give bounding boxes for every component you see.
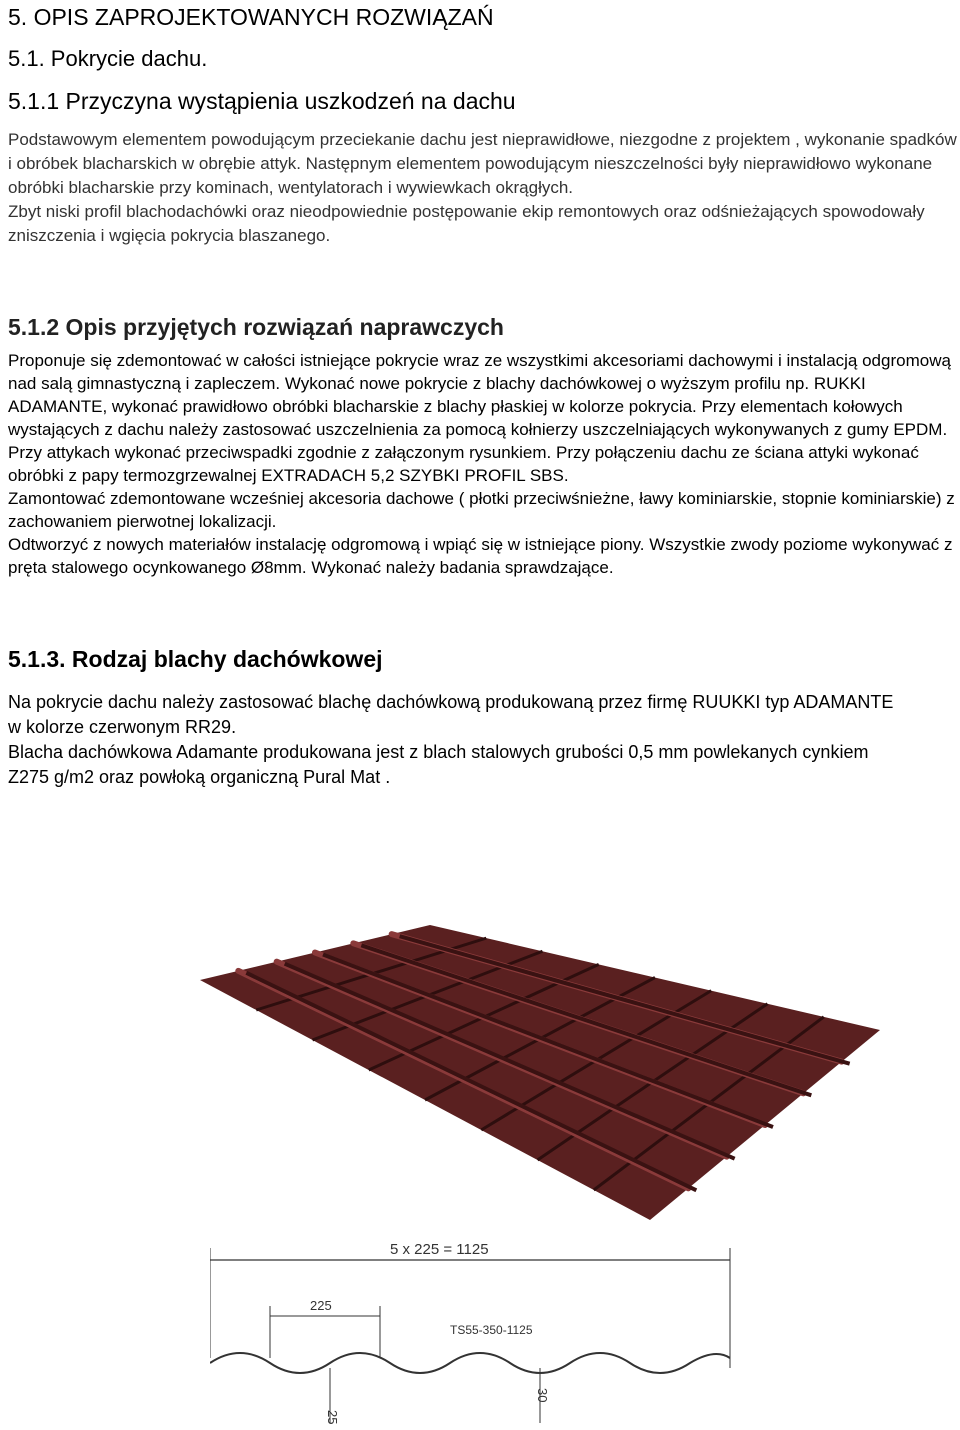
paragraph: Zbyt niski profil blachodachówki oraz nieodpowiednie postępowanie ekip remontowych oraz odśnieżających spowodowały zniszczenia i wgięcia pokrycia blaszanego.	[8, 202, 925, 245]
total-dimension-label: 5 x 225 = 1125	[390, 1241, 489, 1258]
profile-drawing	[210, 1238, 770, 1428]
height-dimension-label: 25	[325, 1410, 340, 1425]
section-heading-5-1-1: 5.1.1 Przyczyna wystąpienia uszkodzeń na dachu	[8, 88, 516, 114]
section-heading-5: 5. OPIS ZAPROJEKTOWANYCH ROZWIĄZAŃ	[8, 4, 494, 30]
paragraph: Odtworzyć z nowych materiałów instalację odgromową i wpiąć się w istniejące piony. Wszystkie zwody poziome wykonywać z pręta stalowego ocynkowanego Ø8mm. Wykonać należy badania sprawdzające.	[8, 535, 953, 577]
paragraph: Blacha dachówkowa Adamante produkowana jest z blach stalowych grubości 0,5 mm powlekanych cynkiem Z275 g/m2 oraz powłoką organiczną Pural Mat .	[8, 742, 869, 787]
paragraph: Na pokrycie dachu należy zastosować blachę dachówkową produkowaną przez firmę RUUKKI typ ADAMANTE w kolorze czerwonym RR29.	[8, 692, 894, 737]
height-dimension-label: 30	[535, 1388, 550, 1403]
section-heading-5-1-2: 5.1.2 Opis przyjętych rozwiązań naprawczych	[8, 314, 504, 340]
section-5-1-1-body	[8, 128, 958, 248]
section-5-1-2-body	[8, 349, 958, 579]
paragraph: Zamontować zdemontowane wcześniej akcesoria dachowe ( płotki przeciwśnieżne, ławy kominiarskie, stopnie kominiarskie) z zachowaniem pierwotnej lokalizacji.	[8, 489, 955, 531]
section-5-1-3-body	[8, 690, 908, 790]
module-dimension-label: 225	[310, 1298, 332, 1313]
section-heading-5-1-3: 5.1.3. Rodzaj blachy dachówkowej	[8, 646, 383, 672]
profile-wave-line	[210, 1353, 730, 1373]
paragraph: Proponuje się zdemontować w całości istniejące pokrycie wraz ze wszystkimi akcesoriami dachowymi i instalacją odgromową nad salą gimnastyczną i zapleczem. Wykonać nowe pokrycie z blachy dachówkowej o wyższym profilu np. RUKKI ADAMANTE, wykonać prawidłowo obróbki blacharskie z blachy płaskiej w kolorze pokrycia. Przy elementach kołowych wystających z dachu należy zastosować uszczelnienia za pomocą kołnierzy uszczelniających wykonywanych z gumy EPDM. Przy attykach wykonać przeciwspadki zgodnie z załączonym rysunkiem. Przy połączeniu dachu ze ściana attyki wykonać obróbki z papy termozgrzewalnej EXTRADACH 5,2 SZYBKI PROFIL SBS.	[8, 351, 951, 485]
section-heading-5-1: 5.1. Pokrycie dachu.	[8, 46, 208, 71]
roof-tile-sheet-image	[180, 920, 900, 1240]
profile-code-label: TS55-350-1125	[450, 1323, 533, 1337]
paragraph: Podstawowym elementem powodującym przeciekanie dachu jest nieprawidłowe, niezgodne z projektem , wykonanie spadków i obróbek blacharskich w obrębie attyk. Następnym elementem powodującym nieszczelności były nieprawidłowo wykonane obróbki blacharskie przy kominach, wentylatorach i wywiewkach okrągłych.	[8, 130, 957, 197]
